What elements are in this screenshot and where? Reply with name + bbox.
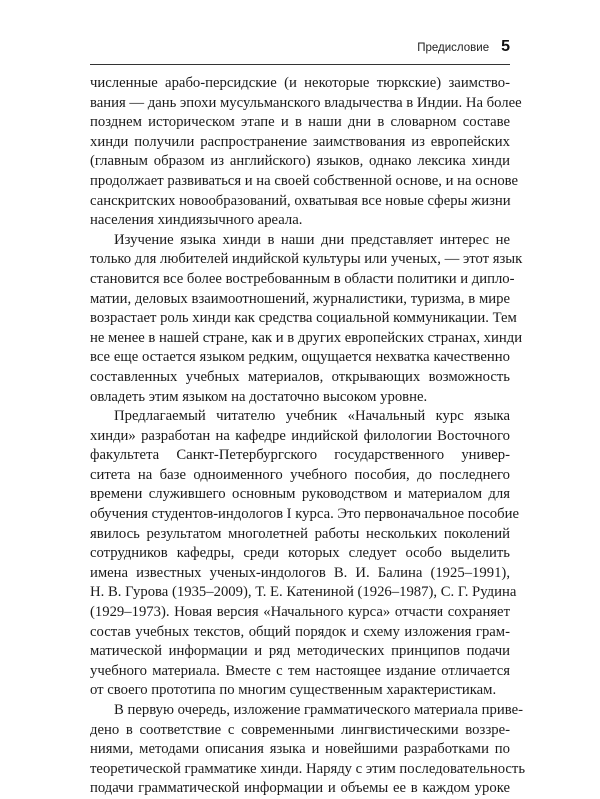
text-line: имена известных ученых-индологов В. И. Балина (1925–1991),	[90, 564, 510, 581]
text-line: возрастает роль хинди как средства социальной коммуникации. Тем	[90, 310, 517, 327]
text-line: состав учебных текстов, общий порядок и схему изложения грам-	[90, 623, 510, 640]
text-line: численные арабо-персидские (и некоторые тюркские) заимство-	[90, 75, 510, 91]
text-line: явилось результатом многолетней работы нескольких поколений	[90, 525, 510, 542]
text-line: Предлагаемый читателю учебник «Начальный курс языка	[114, 408, 510, 425]
text-line: становится все более востребованным в области политики и дипло-	[90, 270, 515, 287]
text-line: матии, деловых взаимоотношений, журналистики, туризма, в мире	[90, 290, 510, 307]
text-line: санскритских новообразований, охватывая все новые сферы жизни	[90, 192, 511, 209]
page-number: 5	[501, 38, 510, 55]
body-text	[90, 74, 526, 799]
text-line: Н. В. Гурова (1935–2009), Т. Е. Катениной (1926–1987), С. Г. Рудина	[90, 584, 517, 601]
text-line: обучения студентов-индологов I курса. Это первоначальное пособие	[90, 506, 519, 523]
text-line: подачи грамматической информации и объемы ее в каждом уроке	[90, 780, 510, 797]
running-head	[90, 38, 510, 64]
text-line: продолжает развиваться и на своей собственной основе, и на основе	[90, 172, 519, 189]
text-line: только для любителей индийской культуры или ученых, — этот язык	[90, 251, 523, 268]
text-line: хинди получили распространение заимствования из европейских	[90, 133, 510, 150]
text-line: овладеть этим языком на достаточно высоком уровне.	[90, 388, 428, 405]
text-line: факультета Санкт-Петербургского государственного универ-	[90, 447, 510, 464]
text-line: вания — дань эпохи мусульманского владычества в Индии. На более	[90, 94, 522, 111]
text-line: (1929–1973). Новая версия «Начального курса» отчасти сохраняет	[90, 604, 510, 621]
text-line: населения хиндиязычного ареала.	[90, 212, 303, 229]
text-line: теоретической грамматике хинди. Наряду с этим последовательность	[90, 760, 526, 777]
text-line: учебного материала. Вместе с тем настоящее издание отличается	[90, 662, 510, 679]
text-line: В первую очередь, изложение грамматического материала приве-	[114, 702, 523, 718]
text-line: дено в соответствие с современными лингвистическими воззре-	[90, 721, 510, 738]
text-line: ситета на базе одноименного учебного пособия, до последнего	[90, 466, 510, 483]
text-line: позднем историческом этапе и в наши дни в словарном составе	[90, 114, 510, 131]
text-line: от своего прототипа по многим существенным характеристикам.	[90, 682, 497, 699]
paragraph	[90, 74, 522, 231]
paragraph	[90, 231, 523, 407]
section-title: Предисловие	[417, 42, 490, 54]
text-line: все еще остается языком редким, ощущается нехватка качественно	[90, 349, 510, 366]
text-line: (главным образом из английского) языков, однако лексика хинди	[90, 153, 510, 170]
paragraph	[90, 407, 519, 701]
text-line: составленных учебных материалов, открывающих возможность	[90, 368, 510, 385]
text-line: сотрудников кафедры, среди которых следует особо выделить	[90, 545, 510, 562]
text-line: ниями, методами описания языка и новейшими разработками по	[90, 741, 510, 758]
text-line: не менее в нашей стране, как и в других европейских странах, хинди	[90, 329, 523, 346]
text-line: Изучение языка хинди в наши дни представляет интерес не	[114, 231, 510, 248]
header-rule	[90, 64, 510, 65]
text-line: времени служившего основным руководством и материалом для	[90, 486, 510, 503]
text-line: хинди» разработан на кафедре индийской филологии Восточного	[90, 427, 510, 444]
text-line: матической информации и ряд методических принципов подачи	[90, 643, 510, 660]
